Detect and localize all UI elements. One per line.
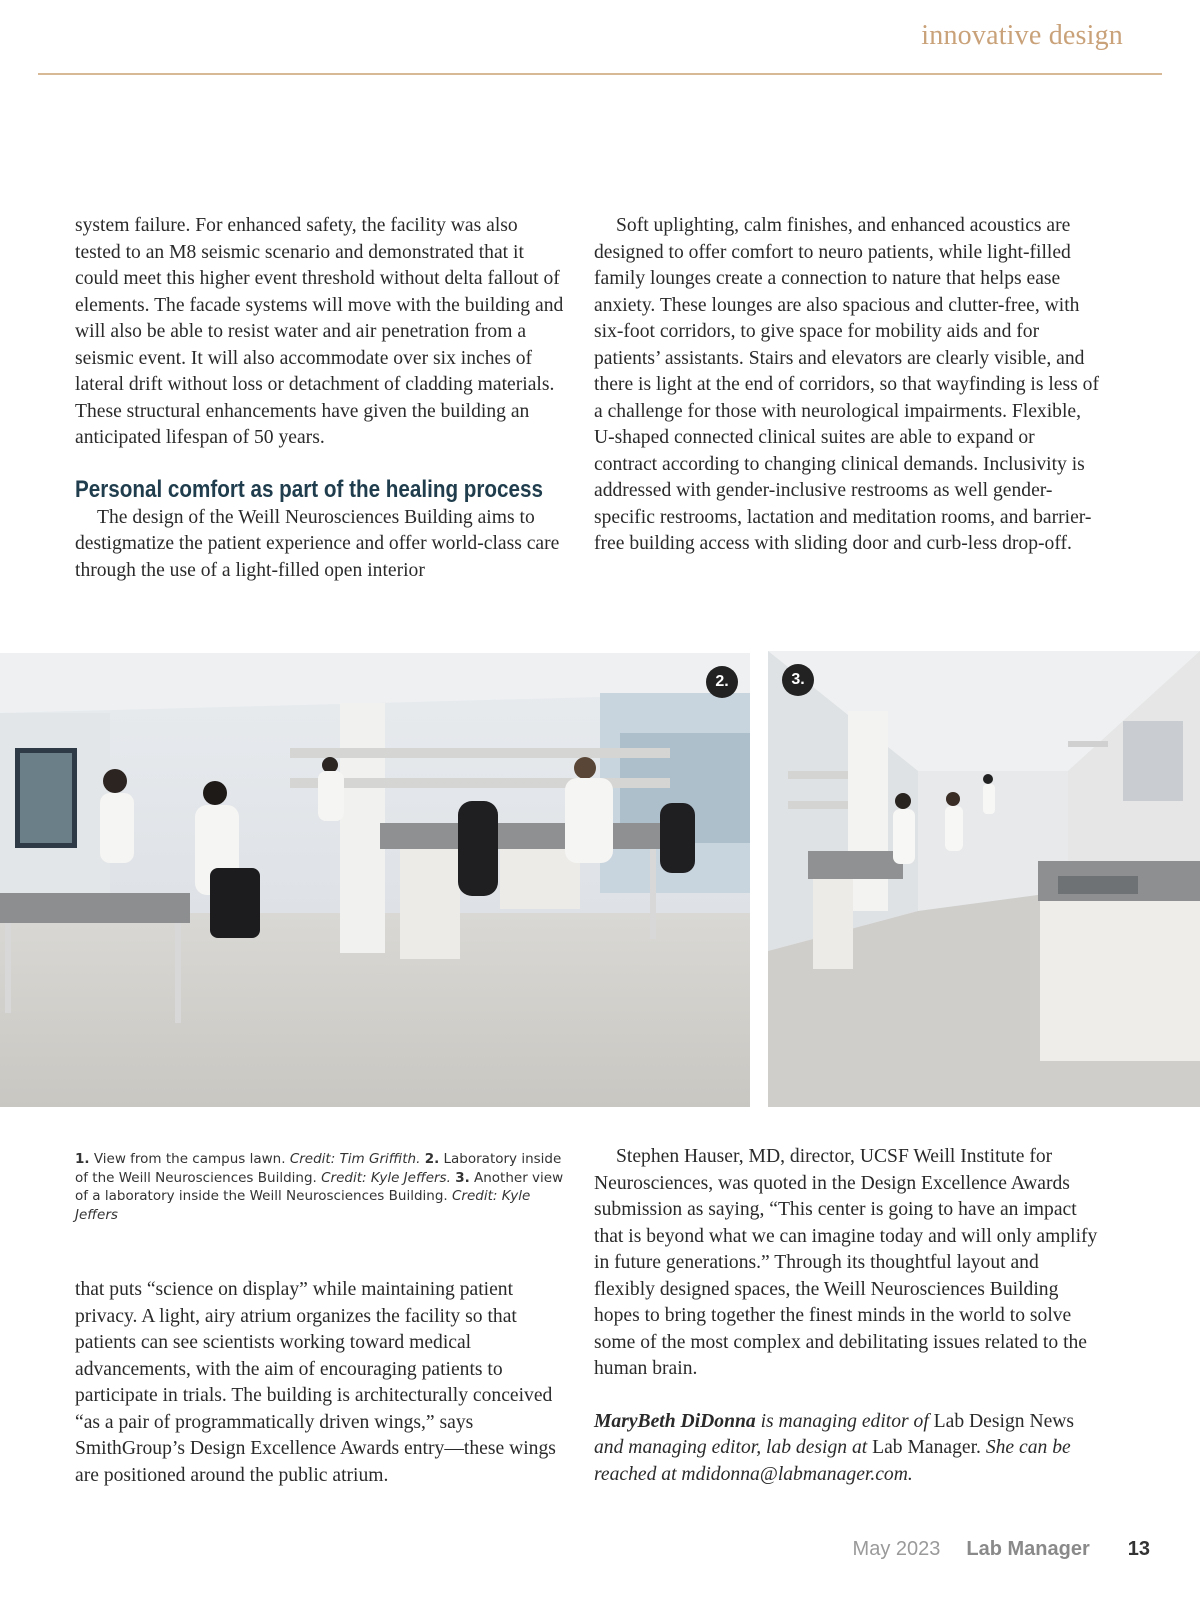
author-name: MaryBeth DiDonna bbox=[594, 1410, 756, 1432]
byline-text-2: and managing editor, lab design at bbox=[594, 1437, 873, 1458]
byline-text-1: is managing editor of bbox=[755, 1410, 934, 1432]
page-footer bbox=[853, 1538, 1150, 1561]
byline-publication-1: Lab Design News bbox=[933, 1410, 1075, 1432]
photo-caption bbox=[75, 1150, 565, 1224]
section-subhead: Personal comfort as part of the healing process bbox=[75, 475, 543, 503]
caption-credit-1: Credit: Tim Griffith. bbox=[289, 1151, 421, 1167]
caption-credit-3: Credit: Kyle Jeffers bbox=[75, 1188, 531, 1223]
caption-text-1: View from the campus lawn. bbox=[89, 1151, 290, 1167]
header-rule bbox=[38, 73, 1162, 75]
left-bottom-column bbox=[75, 1277, 565, 1489]
byline-publication-2: Lab Manager. bbox=[872, 1437, 981, 1458]
lab-photo-3 bbox=[768, 651, 1200, 1107]
lab-photo-2 bbox=[0, 653, 750, 1107]
caption-credit-2: Credit: Kyle Jeffers. bbox=[321, 1169, 451, 1186]
caption-number-2: 2. bbox=[424, 1151, 440, 1167]
lab-photo-2-illustration bbox=[0, 653, 750, 1107]
body-paragraph: that puts “science on display” while maintaining patient privacy. A light, airy atrium organizes the facility so that patients can see scientists working toward medical advancements, with the aim of encouraging patients to participate in trials. The building is architecturally conceived “as a pair of programmatically driven wings,” says SmithGroup’s Design Excellence Awards entry—these wings are positioned around the public atrium. bbox=[75, 1279, 556, 1486]
caption-text-3: Another view of a laboratory inside the Weill Neurosciences Building. bbox=[75, 1169, 564, 1204]
lab-photo-3-illustration bbox=[768, 651, 1200, 1107]
right-bottom-column bbox=[594, 1144, 1099, 1488]
body-paragraph: system failure. For enhanced safety, the facility was also tested to an M8 seismic scenario and demonstrated that it could meet this higher event threshold without delta fallout of elements. The facade systems will move with the building and will also be able to resist water and air penetration from a seismic event. It will also accommodate over six inches of lateral drift without loss or detachment of cladding materials. These structural enhancements have given the building an anticipated lifespan of 50 years. bbox=[75, 215, 564, 448]
body-paragraph: Soft uplighting, calm finishes, and enhanced acoustics are designed to offer comfort to neuro patients, while light-filled family lounges create a connection to nature that helps ease anxiety. These lounges are also spacious and clutter-free, with six-foot corridors, to give space for mobility aids and for patients’ assistants. Stairs and elevators are clearly visible, and there is light at the end of corridors, so that wayfinding is less of a challenge for those with neurological impairments. Flexible, U-shaped connected clinical suites are able to expand or contract according to changing clinical demands. Inclusivity is addressed with gender-inclusive restrooms as well gender-specific restrooms, lactation and meditation rooms, and barrier-free building access with sliding door and curb-less drop-off. bbox=[594, 215, 1099, 554]
caption-text-2: Laboratory inside of the Weill Neurosciences Building. bbox=[75, 1151, 562, 1186]
caption-number-3: 3. bbox=[455, 1169, 470, 1186]
left-top-column bbox=[75, 213, 565, 584]
byline-text-3: She can be reached at mdidonna@labmanager.com. bbox=[594, 1437, 1071, 1485]
body-paragraph: The design of the Weill Neurosciences Building aims to destigmatize the patient experience and offer world-class care through the use of a light-filled open interior bbox=[75, 506, 560, 581]
footer-magazine-name: Lab Manager bbox=[966, 1538, 1090, 1560]
footer-page-number: 13 bbox=[1127, 1538, 1150, 1560]
body-paragraph: Stephen Hauser, MD, director, UCSF Weill Institute for Neurosciences, was quoted in the Design Excellence Awards submission as saying, “This center is going to have an impact that is beyond what we can imagine today and will only amplify in future generations.” Through its thoughtful layout and flexibly designed spaces, the Weill Neurosciences Building hopes to bring together the finest minds in the world to solve some of the most complex and debilitating issues related to the human brain. bbox=[594, 1146, 1098, 1379]
right-top-column bbox=[594, 213, 1099, 558]
header-section-title: innovative design bbox=[921, 20, 1123, 51]
caption-number-1: 1. bbox=[75, 1151, 90, 1167]
photo-number-badge-3: 3. bbox=[782, 664, 814, 696]
footer-date: May 2023 bbox=[852, 1538, 941, 1560]
photo-number-badge-2: 2. bbox=[706, 666, 738, 698]
author-byline bbox=[594, 1409, 1099, 1489]
